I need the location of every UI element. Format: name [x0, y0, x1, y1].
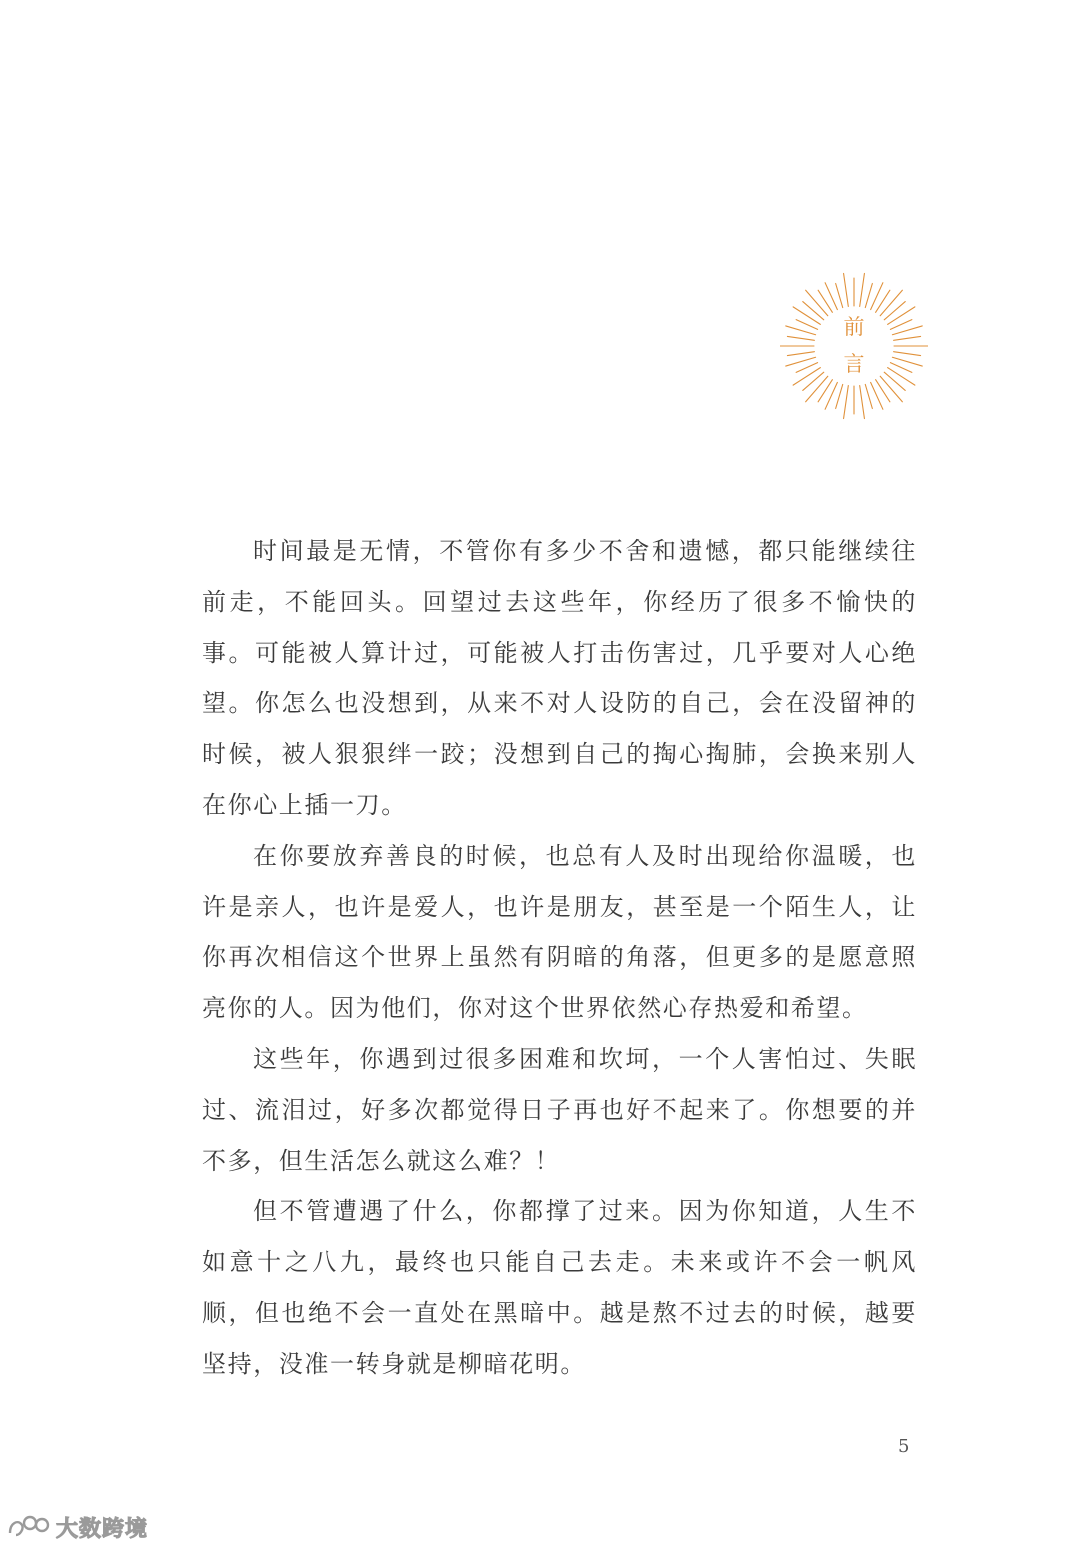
sunburst-ray: [825, 382, 837, 409]
sunburst-ray: [806, 290, 828, 316]
paragraph-1: 时间最是无情，不管你有多少不舍和遗憾，都只能继续往前走，不能回头。回望过去这些年，你经历了很多不愉快的事。可能被人算计过，可能被人打击伤害过，几乎要对人心绝望。你怎么也没想到，从来不对人设防的自己，会在没留神的时候，被人狠狠绊一跤；没想到自己的掏心掏肺，会换来别人在你心上插一刀。: [202, 537, 917, 819]
preface-emblem: [780, 272, 928, 420]
sunburst-ray: [880, 290, 902, 316]
page-number: 5: [898, 1436, 910, 1457]
watermark-text: 大数跨境: [56, 1516, 149, 1542]
sunburst-ray: [806, 376, 828, 402]
sunburst-ray: [865, 284, 872, 308]
sunburst-ray: [860, 273, 865, 306]
sunburst-ray: [880, 376, 902, 402]
heading-char-1: 前: [843, 315, 865, 339]
sunburst-ray: [825, 283, 837, 310]
paragraph-3: 这些年，你遇到过很多困难和坎坷，一个人害怕过、失眠过、流泪过，好多次都觉得日子再也好不起来了。你想要的并不多，但生活怎么就这么难？！: [202, 1044, 917, 1175]
brand-logo-icon: [6, 1513, 52, 1541]
paragraph-2: 在你要放弃善良的时候，也总有人及时出现给你温暖，也许是亲人，也许是爱人，也许是朋友，甚至是一个陌生人，让你再次相信这个世界上虽然有阴暗的角落，但更多的是愿意照亮你的人。因为他们，你对这个世界依然心存热爱和希望。: [202, 841, 917, 1023]
sunburst-ray: [836, 284, 843, 308]
sunburst-ray: [871, 283, 883, 310]
sunburst-ray: [865, 384, 872, 408]
watermark: [6, 1512, 148, 1542]
sunburst-ray: [844, 273, 849, 306]
preface-body: [202, 526, 917, 1390]
paragraph-4: 但不管遭遇了什么，你都撑了过来。因为你知道，人生不如意十之八九，最终也只能自己去走。未来或许不会一帆风顺，但也绝不会一直处在黑暗中。越是熬不过去的时候，越要坚持，没准一转身就是柳暗花明。: [202, 1197, 917, 1378]
sunburst-icon: [780, 272, 928, 420]
sunburst-ray: [860, 386, 865, 419]
sunburst-ray: [871, 382, 883, 409]
sunburst-ray: [836, 384, 843, 408]
heading-char-2: 言: [843, 352, 865, 376]
sunburst-ray: [844, 386, 849, 419]
